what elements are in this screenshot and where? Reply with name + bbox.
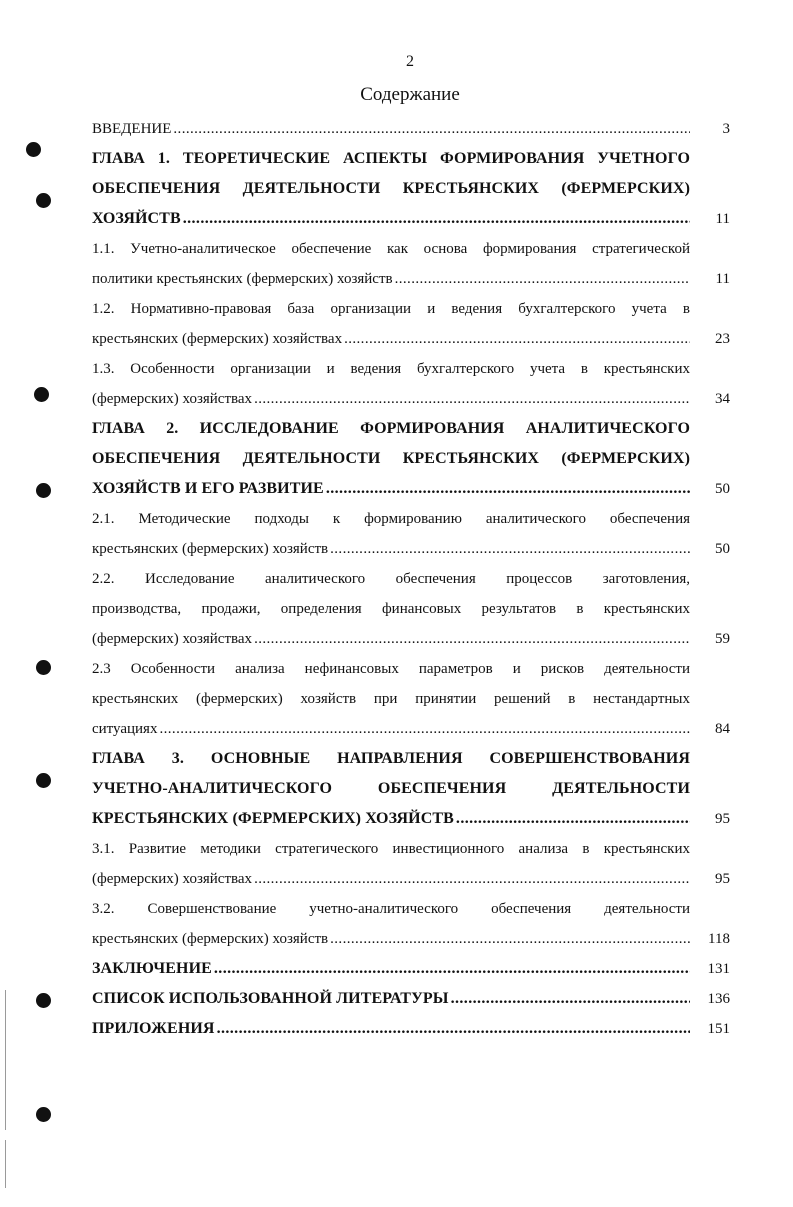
- toc-entry-line: 1.1. Учетно-аналитическое обеспечение как основа формирования стратегической: [92, 241, 690, 257]
- toc-entry-title: крестьянских (фермерских) хозяйствах: [92, 331, 343, 347]
- toc-entry-title: политики крестьянских (фермерских) хозяйств: [92, 271, 393, 287]
- toc-entry[interactable]: [92, 717, 690, 741]
- toc-entry-title: (фермерских) хозяйствах: [92, 391, 253, 407]
- toc-entry[interactable]: [92, 267, 690, 291]
- toc-entry-title: ХОЗЯЙСТВ: [92, 210, 181, 227]
- dot-leader: [451, 987, 690, 1011]
- toc-page-number: 23: [715, 331, 730, 347]
- punch-hole: [36, 993, 51, 1008]
- toc-entry-title: ситуациях: [92, 721, 158, 737]
- toc-page-number: 118: [708, 931, 730, 947]
- toc-entry-line: 2.1. Методические подходы к формированию аналитического обеспечения: [92, 511, 690, 527]
- toc-entry-line: 3.1. Развитие методики стратегического инвестиционного анализа в крестьянских: [92, 841, 690, 857]
- dot-leader: [344, 327, 690, 351]
- toc-entry-title: ПРИЛОЖЕНИЯ: [92, 1020, 215, 1037]
- toc-entry[interactable]: [92, 537, 690, 561]
- toc-entry-line: производства, продажи, определения финансовых результатов в крестьянских: [92, 601, 690, 617]
- dot-leader: [330, 537, 690, 561]
- punch-hole: [36, 1107, 51, 1122]
- toc-entry[interactable]: [92, 807, 690, 831]
- toc-entry-title: ЗАКЛЮЧЕНИЕ: [92, 960, 212, 977]
- toc-page-number: 50: [715, 481, 730, 497]
- toc-entry-line: ГЛАВА 1. ТЕОРЕТИЧЕСКИЕ АСПЕКТЫ ФОРМИРОВАНИЯ УЧЕТНОГО: [92, 150, 690, 167]
- dot-leader: [456, 807, 690, 831]
- dot-leader: [173, 117, 690, 141]
- punch-hole: [26, 142, 41, 157]
- toc-page-number: 34: [715, 391, 730, 407]
- toc-entry[interactable]: [92, 117, 690, 141]
- toc-entry-line: крестьянских (фермерских) хозяйств при принятии решений в нестандартных: [92, 691, 690, 707]
- dot-leader: [254, 867, 690, 891]
- toc-entry[interactable]: [92, 207, 690, 231]
- toc-entry-line: 3.2. Совершенствование учетно-аналитического обеспечения деятельности: [92, 901, 690, 917]
- punch-hole: [36, 193, 51, 208]
- toc-entry[interactable]: [92, 387, 690, 411]
- toc-entry[interactable]: [92, 327, 690, 351]
- toc-entry-title: (фермерских) хозяйствах: [92, 871, 253, 887]
- punch-hole: [36, 660, 51, 675]
- toc-entry-line: ГЛАВА 2. ИССЛЕДОВАНИЕ ФОРМИРОВАНИЯ АНАЛИТИЧЕСКОГО: [92, 420, 690, 437]
- toc-entry-line: УЧЕТНО-АНАЛИТИЧЕСКОГО ОБЕСПЕЧЕНИЯ ДЕЯТЕЛЬНОСТИ: [92, 780, 690, 797]
- toc-entry-title: КРЕСТЬЯНСКИХ (ФЕРМЕРСКИХ) ХОЗЯЙСТВ: [92, 810, 454, 827]
- page-number: 2: [406, 53, 414, 70]
- dot-leader: [326, 477, 690, 501]
- toc-entry[interactable]: [92, 627, 690, 651]
- toc-entry-line: ГЛАВА 3. ОСНОВНЫЕ НАПРАВЛЕНИЯ СОВЕРШЕНСТВОВАНИЯ: [92, 750, 690, 767]
- toc-page-number: 151: [707, 1021, 730, 1037]
- toc-page-number: 136: [707, 991, 730, 1007]
- toc-entry-title: ХОЗЯЙСТВ И ЕГО РАЗВИТИЕ: [92, 480, 324, 497]
- dot-leader: [395, 267, 690, 291]
- dot-leader: [330, 927, 690, 951]
- toc-entry-line: 1.2. Нормативно-правовая база организации и ведения бухгалтерского учета в: [92, 301, 690, 317]
- toc-entry[interactable]: [92, 867, 690, 891]
- toc-page-number: 84: [715, 721, 730, 737]
- toc-entry-title: (фермерских) хозяйствах: [92, 631, 253, 647]
- toc-page-number: 11: [715, 271, 730, 287]
- scan-edge: [5, 990, 6, 1130]
- toc-entry-line: ОБЕСПЕЧЕНИЯ ДЕЯТЕЛЬНОСТИ КРЕСТЬЯНСКИХ (ФЕРМЕРСКИХ): [92, 450, 690, 467]
- toc-entry[interactable]: [92, 957, 690, 981]
- dot-leader: [159, 717, 690, 741]
- dot-leader: [217, 1017, 690, 1041]
- toc-page-number: 95: [715, 811, 730, 827]
- toc-entry[interactable]: [92, 1017, 690, 1041]
- toc-page-number: 11: [715, 211, 730, 227]
- toc-entry[interactable]: [92, 987, 690, 1011]
- toc-entry-line: 2.2. Исследование аналитического обеспечения процессов заготовления,: [92, 571, 690, 587]
- toc-page-number: 95: [715, 871, 730, 887]
- scan-edge: [5, 1140, 6, 1188]
- toc-entry-line: 2.3 Особенности анализа нефинансовых параметров и рисков деятельности: [92, 661, 690, 677]
- page-title: Содержание: [360, 84, 460, 105]
- toc-page-number: 3: [722, 121, 730, 137]
- dot-leader: [183, 207, 690, 231]
- toc-entry-title: крестьянских (фермерских) хозяйств: [92, 541, 329, 557]
- punch-hole: [36, 773, 51, 788]
- toc-page-number: 59: [715, 631, 730, 647]
- toc-entry-title: крестьянских (фермерских) хозяйств: [92, 931, 329, 947]
- toc-entry-title: СПИСОК ИСПОЛЬЗОВАННОЙ ЛИТЕРАТУРЫ: [92, 990, 449, 1007]
- toc-page-number: 131: [707, 961, 730, 977]
- toc-page-number: 50: [715, 541, 730, 557]
- dot-leader: [254, 387, 690, 411]
- dot-leader: [214, 957, 690, 981]
- toc-entry-line: 1.3. Особенности организации и ведения бухгалтерского учета в крестьянских: [92, 361, 690, 377]
- toc-entry[interactable]: [92, 477, 690, 501]
- toc-entry[interactable]: [92, 927, 690, 951]
- dot-leader: [254, 627, 690, 651]
- punch-hole: [34, 387, 49, 402]
- toc-entry-title: ВВЕДЕНИЕ: [92, 121, 172, 137]
- toc-entry-line: ОБЕСПЕЧЕНИЯ ДЕЯТЕЛЬНОСТИ КРЕСТЬЯНСКИХ (ФЕРМЕРСКИХ): [92, 180, 690, 197]
- punch-hole: [36, 483, 51, 498]
